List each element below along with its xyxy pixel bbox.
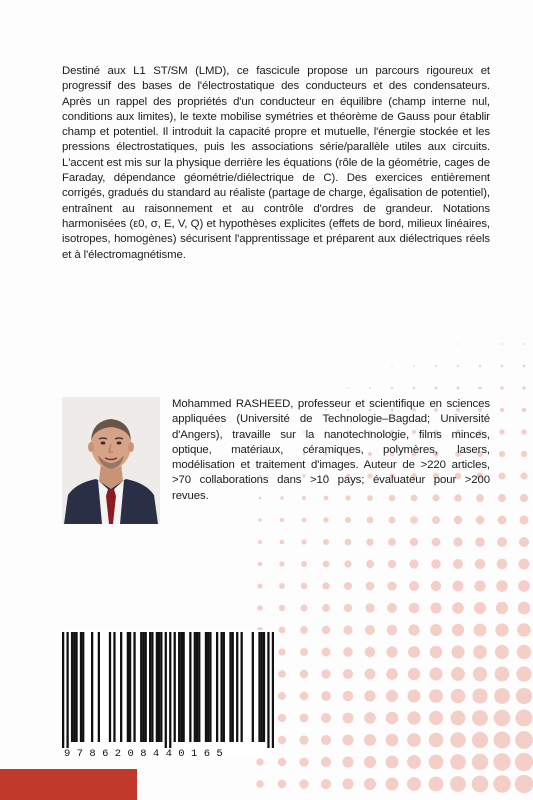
author-bio: Mohammed RASHEED, professeur et scientifique en sciences appliquées (Université de Technologie–Bagdad; Université d'Angers), travaille sur la nanotechnologie, films minces, optique, matériaux, céramiques, polymères, lasers, modélisation et traitement d'images. Auteur de >220 articles, >70 collaborations dans >10 pays; évaluateur pour >200 revues. xyxy=(172,398,490,502)
author-photo xyxy=(62,397,160,524)
isbn-digits: 9786208440165 xyxy=(64,748,230,760)
isbn-barcode xyxy=(62,630,274,758)
red-accent-band xyxy=(0,769,137,800)
book-description: Destiné aux L1 ST/SM (LMD), ce fascicule propose un parcours rigoureux et progressif des bases de l'électrostatique des conducteurs et des condensateurs. Après un rappel des propriétés d'un conducteur en équilibre (champ interne nul, conditions aux limites), le texte mobilise symétries et théorème de Gauss pour établir champ et potentiel. Il introduit la capacité propre et mutuelle, l'énergie stockée et les pressions électrostatiques, puis les associations série/parallèle utiles aux circuits. L'accent est mis sur la physique derrière les équations (rôle de la géométrie, cages de Faraday, dépendance géométrie/diélectrique de C). Des exercices entièrement corrigés, gradués du standard au réaliste (partage de charge, égalisation de potentiel), entraînent au raisonnement et au contrôle d'ordres de grandeur. Notations harmonisées (ε0, σ, E, V, Q) et hypothèses explicites (effets de bord, milieux linéaires, isotropes, homogènes) sécurisent l'apprentissage et préparent aux diélectriques réels et à l'électromagnétisme. xyxy=(62,65,490,261)
